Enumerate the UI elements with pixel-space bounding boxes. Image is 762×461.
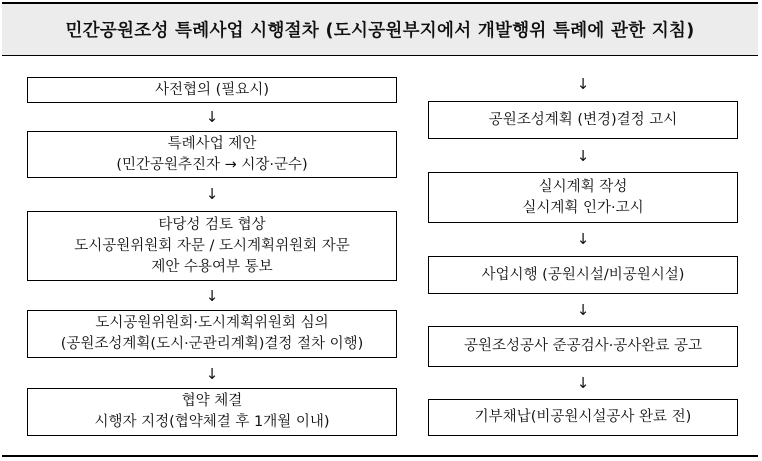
- step-implementation-plan: [428, 172, 738, 223]
- step-plan-notice: [428, 101, 738, 139]
- step-project-proposal: [27, 131, 397, 178]
- step-line: 사전협의 (필요시): [155, 81, 269, 98]
- step-committee-deliberation: [27, 310, 397, 358]
- flow-arrow: ↓: [576, 75, 590, 93]
- step-project-execution: [428, 256, 738, 294]
- flow-arrow: ↓: [576, 374, 590, 392]
- flow-arrow: ↓: [576, 230, 590, 248]
- step-line: 제안 수용여부 통보: [151, 258, 273, 275]
- flow-arrow: ↓: [205, 365, 219, 383]
- step-line: 협약 체결: [181, 393, 243, 409]
- step-line: 도시공원위원회·도시계획위원회 심의: [95, 315, 329, 331]
- flow-arrow: ↓: [576, 147, 590, 165]
- step-feasibility-review: [27, 211, 397, 281]
- frame-bottom-rule: [2, 455, 758, 457]
- flow-arrow: ↓: [205, 185, 219, 203]
- flow-arrow: ↓: [205, 287, 219, 305]
- flow-arrow: ↓: [205, 108, 219, 126]
- step-line: 기부채납(비공원시설공사 완료 전): [474, 409, 692, 425]
- step-line: 실시계획 인가·고시: [522, 199, 644, 216]
- step-completion-inspection: [428, 326, 738, 367]
- step-line: (민간공원추진자 → 시장·군수): [116, 156, 308, 173]
- step-line: 사업시행 (공원시설/비공원시설): [481, 266, 685, 283]
- step-line: (공원조성계획(도시·군관리계획)결정 절차 이행): [60, 336, 364, 352]
- step-agreement: [27, 388, 397, 436]
- step-line: 도시공원위원회 자문 / 도시계획위원회 자문: [74, 237, 350, 254]
- step-line: 시행자 지정(협약체결 후 1개월 이내): [94, 414, 330, 430]
- step-line: 타당성 검토 협상: [158, 216, 266, 233]
- flow-arrow: ↓: [576, 301, 590, 319]
- step-line: 공원조성계획 (변경)결정 고시: [488, 111, 678, 128]
- step-line: 실시계획 작성: [538, 178, 628, 195]
- step-donation: [428, 399, 738, 436]
- step-prior-consultation: [27, 77, 397, 103]
- diagram-title: 민간공원조성 특례사업 시행절차 (도시공원부지에서 개발행위 특례에 관한 지침): [2, 2, 758, 56]
- step-line: 공원조성공사 준공검사·공사완료 공고: [464, 338, 702, 354]
- step-line: 특례사업 제안: [167, 135, 257, 152]
